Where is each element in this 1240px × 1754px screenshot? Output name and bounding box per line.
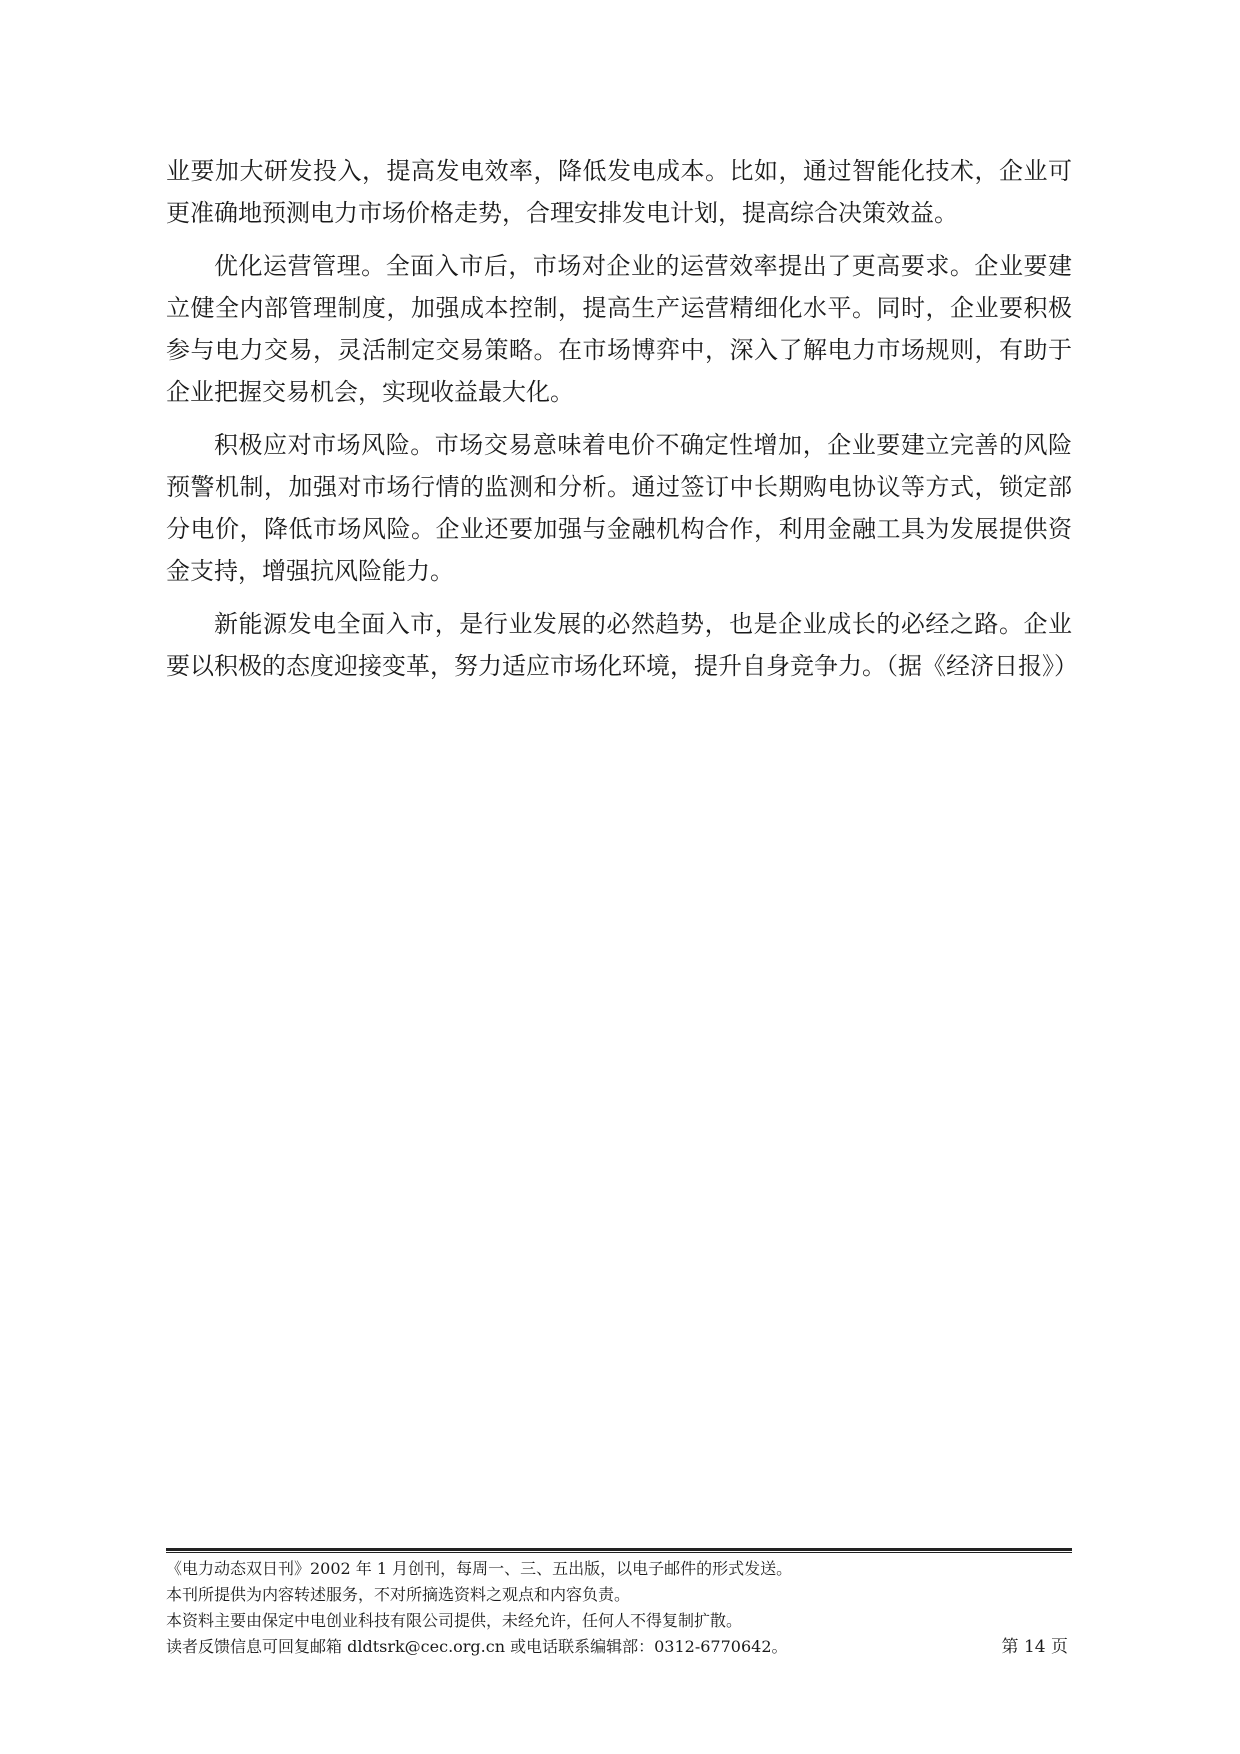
page-number: 第 14 页 [1001, 1637, 1068, 1657]
article-body [166, 150, 1078, 698]
footer-line-copyright: 本资料主要由保定中电创业科技有限公司提供，未经允许，任何人不得复制扩散。 [166, 1611, 743, 1630]
footer-divider [166, 1548, 1072, 1553]
paragraph-risk: 积极应对市场风险。市场交易意味着电价不确定性增加，企业要建立完善的风险预警机制，加强对市场行情的监测和分析。通过签订中长期购电协议等方式，锁定部分电价，降低市场风险。企业还要加强与金融机构合作，利用金融工具为发展提供资金支持，增强抗风险能力。 [166, 431, 1072, 585]
paragraph-continuation: 业要加大研发投入，提高发电效率，降低发电成本。比如，通过智能化技术，企业可更准确地预测电力市场价格走势，合理安排发电计划，提高综合决策效益。 [166, 157, 1072, 227]
footer-last-row [166, 1634, 1072, 1660]
footer-line-publication: 《电力动态双日刊》2002 年 1 月创刊，每周一、三、五出版，以电子邮件的形式发送。 [166, 1559, 793, 1578]
paragraph-operations: 优化运营管理。全面入市后，市场对企业的运营效率提出了更高要求。企业要建立健全内部管理制度，加强成本控制，提高生产运营精细化水平。同时，企业要积极参与电力交易，灵活制定交易策略。在市场博弈中，深入了解电力市场规则，有助于企业把握交易机会，实现收益最大化。 [166, 252, 1072, 406]
paragraph-conclusion: 新能源发电全面入市，是行业发展的必然趋势，也是企业成长的必经之路。企业要以积极的态度迎接变革，努力适应市场化环境，提升自身竞争力。（据《经济日报》） [166, 610, 1078, 680]
footer-line-contact: 读者反馈信息可回复邮箱 dldtsrk@cec.org.cn 或电话联系编辑部：0312-6770642。 [166, 1637, 788, 1656]
footer-line-disclaimer: 本刊所提供为内容转述服务，不对所摘选资料之观点和内容负责。 [166, 1585, 631, 1604]
page-footer [166, 1556, 1072, 1660]
